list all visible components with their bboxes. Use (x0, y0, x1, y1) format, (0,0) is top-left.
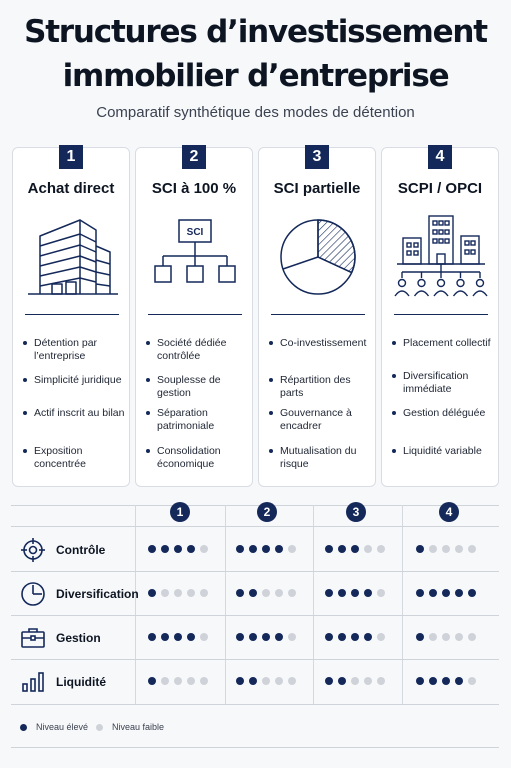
level-dot-filled (325, 589, 333, 597)
page-title-line-2: immobilier d’entreprise (62, 58, 449, 94)
level-dot-empty (262, 677, 270, 685)
level-dot-filled (351, 545, 359, 553)
card-title: SCPI / OPCI (397, 180, 483, 197)
level-dot-empty (288, 633, 296, 641)
level-dot-empty (455, 545, 463, 553)
row-label: Contrôle (56, 543, 106, 557)
level-dot-empty (468, 677, 476, 685)
card-bullet: Séparation patrimoniale (146, 407, 250, 433)
level-dot-filled (325, 545, 333, 553)
row-divider (11, 526, 499, 527)
column-number: 4 (439, 502, 459, 522)
legend-low (96, 722, 164, 732)
level-dots-cell (416, 545, 476, 553)
column-divider (225, 505, 226, 705)
level-dot-filled (416, 633, 424, 641)
card-bullet: Exposition concentrée (23, 445, 127, 471)
column-number: 1 (170, 502, 190, 522)
card-bullet: Consolidation économique (146, 445, 250, 471)
row-divider (11, 704, 499, 705)
level-dot-filled (275, 633, 283, 641)
level-dot-filled (174, 545, 182, 553)
row-divider (11, 615, 499, 616)
level-dot-filled (236, 633, 244, 641)
card-number: 3 (305, 145, 329, 169)
card-number: 4 (428, 145, 452, 169)
level-dot-empty (351, 677, 359, 685)
level-dot-filled (416, 589, 424, 597)
level-dot-empty (288, 677, 296, 685)
level-dot-empty (442, 545, 450, 553)
card-scpi-opci (381, 147, 499, 487)
level-dot-filled (148, 633, 156, 641)
card-title: Achat direct (27, 180, 115, 197)
level-dot-filled (161, 633, 169, 641)
level-dot-empty (161, 677, 169, 685)
level-dot-empty (455, 633, 463, 641)
card-sci-100 (135, 147, 253, 487)
buildings-investors-icon (391, 210, 491, 304)
level-dot-filled (351, 633, 359, 641)
card-bullet: Placement collectif (392, 337, 496, 350)
level-dot-filled (442, 589, 450, 597)
org-chart-icon (145, 210, 245, 304)
card-bullet: Diversification immédiate (392, 370, 496, 396)
card-achat-direct (12, 147, 130, 487)
row-divider (11, 571, 499, 572)
level-dot-filled (249, 545, 257, 553)
card-divider (271, 314, 365, 315)
legend-low-dot (96, 724, 103, 731)
card-divider (25, 314, 119, 315)
level-dots-cell (236, 545, 296, 553)
target-icon (20, 537, 46, 563)
level-dot-empty (187, 677, 195, 685)
level-dot-filled (429, 677, 437, 685)
card-bullet: Détention par l’entreprise (23, 337, 127, 363)
card-bullet: Mutualisation du risque (269, 445, 373, 471)
card-bullet: Simplicité juridique (23, 374, 127, 387)
level-dot-filled (161, 545, 169, 553)
level-dot-empty (377, 589, 385, 597)
level-dot-empty (377, 677, 385, 685)
level-dot-filled (455, 677, 463, 685)
level-dots-cell (325, 677, 385, 685)
sci-box-label: SCI (186, 227, 204, 238)
level-dot-empty (174, 589, 182, 597)
row-label: Liquidité (56, 675, 106, 689)
level-dot-filled (338, 589, 346, 597)
level-dot-empty (429, 633, 437, 641)
level-dot-empty (288, 589, 296, 597)
level-dot-empty (200, 677, 208, 685)
level-dot-filled (429, 589, 437, 597)
level-dots-cell (148, 677, 208, 685)
legend-low-label: Niveau faible (112, 722, 165, 732)
card-bullet: Gouvernance à encadrer (269, 407, 373, 433)
card-title: SCI partielle (273, 180, 361, 197)
pie-chart-icon (268, 210, 368, 304)
level-dots-cell (236, 677, 296, 685)
level-dot-filled (148, 589, 156, 597)
card-bullet: Co-investissement (269, 337, 373, 350)
level-dot-filled (148, 677, 156, 685)
level-dots-cell (416, 633, 476, 641)
level-dot-empty (288, 545, 296, 553)
level-dot-empty (161, 589, 169, 597)
card-bullet: Liquidité variable (392, 445, 496, 458)
level-dot-filled (249, 589, 257, 597)
level-dot-filled (187, 545, 195, 553)
level-dot-filled (351, 589, 359, 597)
level-dot-filled (455, 589, 463, 597)
row-label: Gestion (56, 631, 101, 645)
level-dots-cell (148, 633, 208, 641)
page-title-line-1: Structures d’investissement (24, 14, 487, 50)
level-dot-empty (377, 545, 385, 553)
level-dot-filled (249, 633, 257, 641)
card-divider (148, 314, 242, 315)
office-building-icon (22, 210, 122, 304)
legend-high-dot (20, 724, 27, 731)
level-dot-filled (416, 545, 424, 553)
level-dot-filled (468, 589, 476, 597)
briefcase-icon (20, 625, 46, 651)
level-dot-filled (442, 677, 450, 685)
level-dot-empty (364, 677, 372, 685)
clock-icon (20, 581, 46, 607)
level-dot-filled (187, 633, 195, 641)
level-dot-empty (468, 633, 476, 641)
card-number: 2 (182, 145, 206, 169)
column-divider (313, 505, 314, 705)
level-dot-empty (429, 545, 437, 553)
card-sci-partielle (258, 147, 376, 487)
level-dot-filled (325, 633, 333, 641)
level-dot-filled (249, 677, 257, 685)
level-dot-empty (262, 589, 270, 597)
legend-high-label: Niveau élevé (36, 722, 89, 732)
level-dots-cell (325, 545, 385, 553)
level-dot-empty (275, 589, 283, 597)
card-bullet: Gestion déléguée (392, 407, 496, 420)
card-bullet: Répartition des parts (269, 374, 373, 400)
level-dot-empty (200, 589, 208, 597)
level-dots-cell (236, 589, 296, 597)
level-dot-empty (174, 677, 182, 685)
level-dots-cell (236, 633, 296, 641)
card-divider (394, 314, 488, 315)
level-dot-empty (275, 677, 283, 685)
card-bullet: Souplesse de gestion (146, 374, 250, 400)
level-dot-filled (338, 633, 346, 641)
row-label: Diversification (56, 587, 139, 601)
card-number: 1 (59, 145, 83, 169)
level-dot-empty (200, 633, 208, 641)
level-dot-filled (236, 589, 244, 597)
level-dot-filled (338, 677, 346, 685)
column-divider (135, 505, 136, 705)
level-dot-empty (364, 545, 372, 553)
column-divider (402, 505, 403, 705)
level-dot-filled (416, 677, 424, 685)
level-dots-cell (325, 633, 385, 641)
level-dot-empty (468, 545, 476, 553)
row-divider (11, 659, 499, 660)
page-title (0, 10, 511, 98)
level-dot-filled (275, 545, 283, 553)
level-dot-filled (174, 633, 182, 641)
card-bullet: Société dédiée contrôlée (146, 337, 250, 363)
level-dots-cell (416, 677, 476, 685)
level-dot-filled (364, 633, 372, 641)
level-dot-filled (236, 677, 244, 685)
level-dot-empty (187, 589, 195, 597)
level-dots-cell (148, 545, 208, 553)
level-dot-empty (442, 633, 450, 641)
legend-high (20, 722, 88, 732)
level-dots-cell (416, 589, 476, 597)
card-bullet: Actif inscrit au bilan (23, 407, 127, 420)
column-number: 3 (346, 502, 366, 522)
level-dot-filled (236, 545, 244, 553)
level-dots-cell (148, 589, 208, 597)
level-dot-filled (262, 633, 270, 641)
footer-divider (11, 747, 499, 748)
level-dot-filled (364, 589, 372, 597)
bar-chart-icon (20, 669, 46, 695)
level-dot-filled (262, 545, 270, 553)
level-dot-filled (338, 545, 346, 553)
level-dot-empty (200, 545, 208, 553)
column-number: 2 (257, 502, 277, 522)
level-dots-cell (325, 589, 385, 597)
level-dot-filled (325, 677, 333, 685)
level-dot-empty (377, 633, 385, 641)
level-dot-filled (148, 545, 156, 553)
card-title: SCI à 100 % (151, 180, 237, 197)
page-subtitle: Comparatif synthétique des modes de détention (96, 104, 415, 121)
